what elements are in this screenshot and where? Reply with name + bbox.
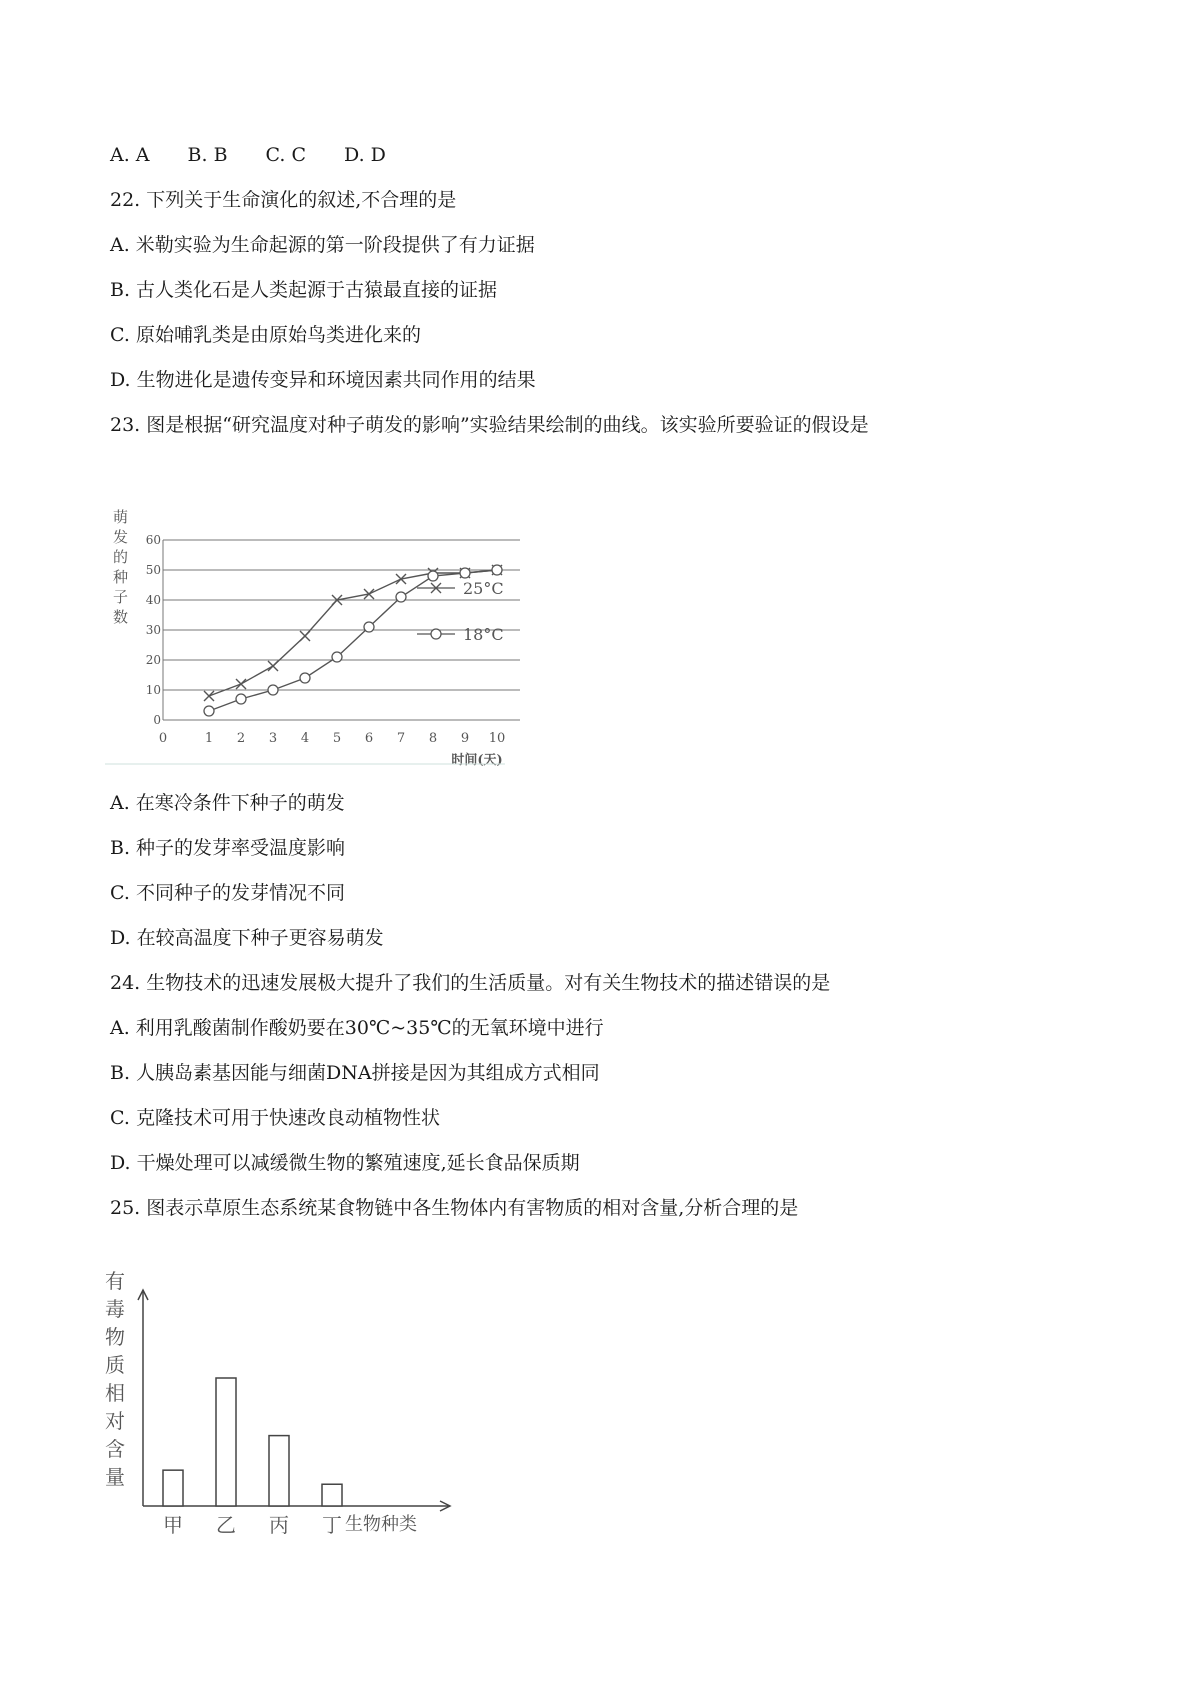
data-point-18c: [204, 706, 214, 716]
y-axis-label-char: 毒: [105, 1297, 125, 1321]
data-point-18c: [396, 592, 406, 602]
data-point-18c: [364, 622, 374, 632]
y-axis-label-char: 萌: [113, 508, 129, 526]
x-tick-label: 5: [332, 731, 342, 746]
data-point-18c: [236, 694, 246, 704]
y-axis-label-char: 发: [113, 528, 129, 546]
data-point-18c: [268, 685, 278, 695]
q21-option-c[interactable]: C. C: [265, 144, 307, 166]
y-tick-label: 20: [145, 653, 161, 667]
bar-3: [269, 1436, 289, 1506]
legend-label: 18°C: [463, 625, 504, 644]
y-tick-label: 10: [145, 683, 161, 697]
q24-option-a[interactable]: A. 利用乳酸菌制作酸奶要在30℃~35℃的无氧环境中进行: [110, 1017, 604, 1039]
y-axis-label-char: 物: [105, 1325, 125, 1349]
x-tick-label: 4: [300, 731, 310, 746]
y-axis-label-char: 质: [105, 1353, 125, 1377]
y-tick-label: 40: [145, 593, 161, 607]
q21-option-d[interactable]: D. D: [344, 144, 386, 166]
q22-option-a[interactable]: A. 米勒实验为生命起源的第一阶段提供了有力证据: [110, 234, 535, 256]
x-tick-label: 8: [428, 731, 438, 746]
q24-stem: 24. 生物技术的迅速发展极大提升了我们的生活质量。对有关生物技术的描述错误的是: [110, 972, 831, 994]
x-tick-label: 6: [364, 731, 374, 746]
category-label: 丁: [322, 1513, 342, 1537]
y-axis-label-char: 的: [113, 548, 129, 566]
x-tick-label: 9: [460, 731, 470, 746]
category-label: 甲: [163, 1513, 183, 1537]
x-tick-label: 0: [158, 731, 168, 746]
y-axis-label-char: 相: [105, 1381, 125, 1405]
bar-2: [216, 1378, 236, 1506]
data-point-25c: [300, 631, 310, 641]
bar-1: [163, 1470, 183, 1506]
q21-options: [110, 142, 424, 168]
q23-option-b[interactable]: B. 种子的发芽率受温度影响: [110, 837, 346, 859]
data-point-18c: [332, 652, 342, 662]
y-tick-label: 30: [145, 623, 161, 637]
q23-option-d[interactable]: D. 在较高温度下种子更容易萌发: [110, 927, 384, 949]
data-point-18c: [300, 673, 310, 683]
q21-option-a[interactable]: A. A: [110, 144, 150, 166]
q22-option-c[interactable]: C. 原始哺乳类是由原始鸟类进化来的: [110, 324, 421, 346]
q24-option-d[interactable]: D. 干燥处理可以减缓微生物的繁殖速度,延长食品保质期: [110, 1152, 580, 1174]
q24-option-c[interactable]: C. 克隆技术可用于快速改良动植物性状: [110, 1107, 440, 1129]
q21-option-b[interactable]: B. B: [187, 144, 228, 166]
data-point-18c: [460, 568, 470, 578]
y-tick-label: 50: [145, 563, 161, 577]
x-axis-label: 生物种类: [345, 1514, 417, 1535]
x-tick-label: 7: [396, 731, 406, 746]
y-tick-label: 0: [153, 713, 161, 727]
data-point-25c: [268, 661, 278, 671]
data-point-25c: [236, 679, 246, 689]
q22-option-d[interactable]: D. 生物进化是遗传变异和环境因素共同作用的结果: [110, 369, 536, 391]
x-tick-label: 2: [236, 731, 246, 746]
y-axis-label-char: 含: [105, 1437, 125, 1461]
y-axis-label-char: 量: [105, 1465, 125, 1489]
y-axis-label-char: 数: [113, 608, 129, 626]
category-label: 乙: [216, 1513, 236, 1537]
legend-marker-o: [431, 629, 441, 639]
y-axis-label-char: 有: [105, 1270, 125, 1293]
q24-option-b[interactable]: B. 人胰岛素基因能与细菌DNA拼接是因为其组成方式相同: [110, 1062, 600, 1084]
data-point-25c: [204, 691, 214, 701]
y-tick-label: 60: [145, 533, 161, 547]
q22-stem: 22. 下列关于生命演化的叙述,不合理的是: [110, 189, 457, 211]
x-axis-label: 时间(天): [451, 753, 503, 768]
category-label: 丙: [269, 1513, 289, 1537]
q23-option-a[interactable]: A. 在寒冷条件下种子的萌发: [110, 792, 345, 814]
data-point-18c: [428, 571, 438, 581]
bar-4: [322, 1484, 342, 1506]
legend-label: 25°C: [463, 579, 504, 598]
q25-stem: 25. 图表示草原生态系统某食物链中各生物体内有害物质的相对含量,分析合理的是: [110, 1197, 799, 1219]
q22-option-b[interactable]: B. 古人类化石是人类起源于古猿最直接的证据: [110, 279, 498, 301]
q23-option-c[interactable]: C. 不同种子的发芽情况不同: [110, 882, 345, 904]
y-axis-label-char: 子: [113, 588, 129, 606]
germination-line-chart: [105, 500, 565, 770]
data-point-18c: [492, 565, 502, 575]
series-line-25c: [209, 570, 497, 696]
x-tick-label: 3: [268, 731, 278, 746]
y-axis-label-char: 对: [105, 1409, 125, 1433]
x-tick-label: 1: [204, 731, 214, 746]
toxin-bar-chart: [105, 1270, 485, 1540]
y-axis-label-char: 种: [113, 568, 129, 586]
x-tick-label: 10: [488, 731, 506, 746]
q23-stem: 23. 图是根据“研究温度对种子萌发的影响”实验结果绘制的曲线。该实验所要验证的假设是: [110, 414, 869, 436]
